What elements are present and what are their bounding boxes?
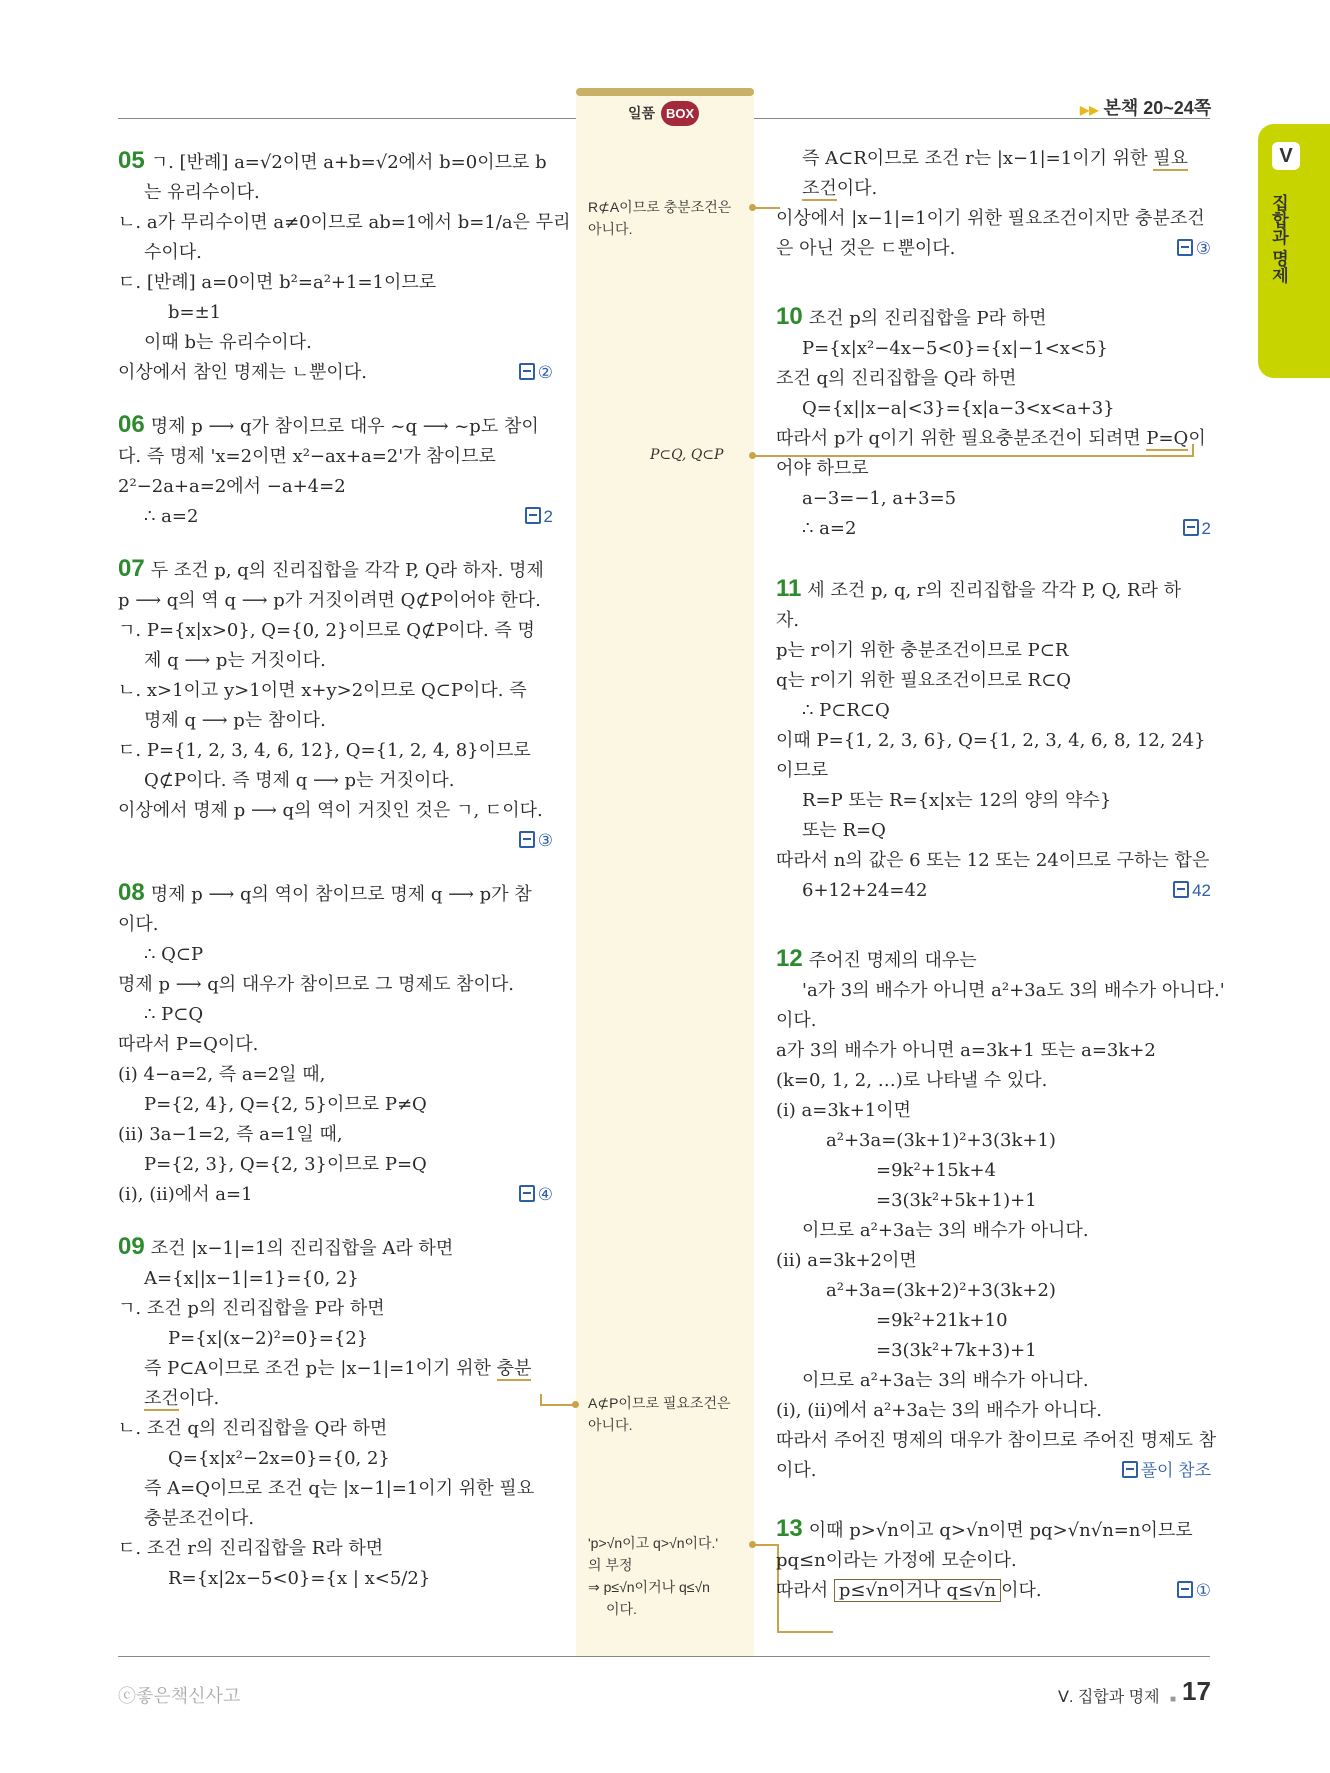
right-column — [776, 144, 1225, 1606]
answer-icon — [1177, 1581, 1193, 1598]
note-connector-line — [540, 1394, 542, 1405]
answer-badge: 2 — [1183, 514, 1211, 544]
answer-badge: ③ — [519, 826, 553, 856]
problem-11: 11 세 조건 p, q, r의 진리집합을 각각 P, Q, R라 하 자. p는 r이기 위한 충분조건이므로 P⊂R q는 r이기 위한 필요조건이므로 R⊂Q ∴ P⊂R⊂Q 이때 P={1, 2, 3, 6}, Q={1, 2, 3, 4, 6, 8, 12, 24} 이므로 R=P 또는 R={x|x는 12의 양의 약수} 또는 R=Q 따라서 n의 값은 6 또는 12 또는 24이므로 구하는 합은 6+12+24=42 42 — [776, 574, 1211, 906]
answer-badge: ③ — [1177, 234, 1211, 264]
problem-number: 13 — [776, 1515, 803, 1542]
left-column — [118, 146, 571, 1594]
highlight-p-equals-q: P=Q — [1146, 428, 1189, 449]
answer-icon — [1122, 1461, 1138, 1478]
problem-number: 06 — [118, 411, 145, 438]
footer-chapter: Ⅴ. 집합과 명제 ■ — [1058, 1689, 1177, 1706]
note-connector-line — [754, 1544, 778, 1546]
problem-10: 10 조건 p의 진리집합을 P라 하면 P={x|x²−4x−5<0}={x|−1<x<5} 조건 q의 진리집합을 Q라 하면 Q={x||x−a|<3}={x|a−3<x<a+3} 따라서 p가 q이기 위한 필요충분조건이 되려면 P=Q이 어야 하므로 a−3=−1, a+3=5 ∴ a=2 2 — [776, 302, 1211, 544]
problem-05: 05 ㄱ. [반례] a=√2이면 a+b=√2에서 b=0이므로 b 는 유리수이다. ㄴ. a가 무리수이면 a≠0이므로 ab=1에서 b=1/a은 무리 수이다. ㄷ. [반례] a=0이면 b²=a²+1=1이므로 b=±1 이때 b는 유리수이다. 이상에서 참인 명제는 ㄴ뿐이다. ② — [118, 146, 553, 388]
highlight-condition: 조건 — [802, 178, 837, 199]
highlight-sufficient: 충분 — [496, 1358, 532, 1379]
answer-icon — [1177, 239, 1193, 256]
box-header-label — [628, 101, 699, 126]
side-tab-numeral: V — [1272, 142, 1300, 170]
footer-rule — [118, 1656, 1210, 1657]
answer-icon — [1173, 881, 1189, 898]
note-connector-line — [777, 1631, 833, 1633]
answer-badge: 42 — [1173, 876, 1211, 906]
problem-number: 09 — [118, 1233, 145, 1260]
problem-number: 10 — [776, 303, 803, 330]
answer-icon — [525, 507, 541, 524]
highlight-condition: 조건 — [144, 1388, 179, 1409]
answer-icon — [1183, 519, 1199, 536]
box-header-bar — [576, 88, 754, 96]
page-number: 17 — [1182, 1676, 1211, 1706]
problem-number: 12 — [776, 945, 803, 972]
answer-badge: ② — [519, 358, 553, 388]
answer-badge: ① — [1177, 1576, 1211, 1606]
problem-08: 08 명제 p ⟶ q의 역이 참이므로 명제 q ⟶ p가 참 이다. ∴ Q⊂P 명제 p ⟶ q의 대우가 참이므로 그 명제도 참이다. ∴ P⊂Q 따라서 P=Q이다. (i) 4−a=2, 즉 a=2일 때, P={2, 4}, Q={2, 5}이므로 P≠Q (ii) 3a−1=2, 즉 a=1일 때, P={2, 3}, Q={2, 3}이므로 P=Q (i), (ii)에서 a=1 ④ — [118, 878, 553, 1210]
problem-13: 13 이때 p>√n이고 q>√n이면 pq>√n√n=n이므로 pq≤n이라는 가정에 모순이다. 따라서 p≤√n이거나 q≤√n 이다. ① — [776, 1514, 1211, 1606]
answer-icon — [519, 831, 535, 848]
problem-12: 12 주어진 명제의 대우는 'a가 3의 배수가 아니면 a²+3a도 3의 배수가 아니다.' 이다. a가 3의 배수가 아니면 a=3k+1 또는 a=3k+2 (k=0, 1, 2, …)로 나타낼 수 있다. (i) a=3k+1이면 a²+3a=(3k+1)²+3(3k+1) =9k²+15k+4 =3(3k²+5k+1)+1 이므로 a²+3a는 3의 배수가 아니다. (ii) a=3k+2이면 a²+3a=(3k+2)²+3(3k+2) =9k²+21k+10 =3(3k²+7k+3)+1 이므로 a²+3a는 3의 배수가 아니다. (i), (ii)에서 a²+3a는 3의 배수가 아니다. 따라서 주어진 명제의 대우가 참이므로 주어진 명제도 참 이다. 풀이 참조 — [776, 944, 1211, 1486]
note-a-not-in-p: A⊄P이므로 필요조건은 아니다. — [588, 1395, 731, 1433]
problem-number: 11 — [776, 575, 802, 602]
answer-icon — [519, 1185, 535, 1202]
box-badge: BOX — [661, 101, 699, 126]
note-p-subset-q: P⊂Q, Q⊂P — [650, 447, 724, 463]
problem-number: 05 — [118, 147, 145, 174]
problem-09-continued: 즉 A⊂R이므로 조건 r는 |x−1|=1이기 위한 필요 조건이다. 이상에서 |x−1|=1이기 위한 필요조건이지만 충분조건 은 아닌 것은 ㄷ뿐이다. ③ — [776, 144, 1211, 264]
answer-icon — [519, 363, 535, 380]
problem-06: 06 명제 p ⟶ q가 참이므로 대우 ~q ⟶ ~p도 참이 다. 즉 명제 'x=2이면 x²−ax+a=2'가 참이므로 2²−2a+a=2에서 −a+4=2 ∴ a=2 2 — [118, 410, 553, 532]
answer-badge: ④ — [519, 1180, 553, 1210]
arrow-icon: ▶▶ — [1080, 103, 1099, 117]
answer-badge: 풀이 참조 — [1122, 1456, 1211, 1486]
side-tab — [1258, 124, 1330, 378]
note-connector-line — [540, 1404, 574, 1406]
boxed-conclusion: p≤√n이거나 q≤√n — [834, 1579, 1001, 1602]
problem-07: 07 두 조건 p, q의 진리집합을 각각 P, Q라 하자. 명제 p ⟶ q의 역 q ⟶ p가 거짓이려면 Q⊄P이어야 한다. ㄱ. P={x|x>0}, Q={0, 2}이므로 Q⊄P이다. 즉 명 제 q ⟶ p는 거짓이다. ㄴ. x>1이고 y>1이면 x+y>2이므로 Q⊂P이다. 즉 명제 q ⟶ p는 참이다. ㄷ. P={1, 2, 3, 4, 6, 12}, Q={1, 2, 4, 8}이므로 Q⊄P이다. 즉 명제 q ⟶ p는 거짓이다. 이상에서 명제 p ⟶ q의 역이 거짓인 것은 ㄱ, ㄷ이다. ③ — [118, 554, 553, 856]
answer-badge: 2 — [525, 502, 553, 532]
problem-number: 07 — [118, 555, 145, 582]
separator-icon: ■ — [1170, 1694, 1177, 1705]
problem-09: 09 조건 |x−1|=1의 진리집합을 A라 하면 A={x||x−1|=1}={0, 2} ㄱ. 조건 p의 진리집합을 P라 하면 P={x|(x−2)²=0}={2} 즉 P⊂A이므로 조건 p는 |x−1|=1이기 위한 충분 조건이다. ㄴ. 조건 q의 진리집합을 Q라 하면 Q={x|x²−2x=0}={0, 2} 즉 A=Q이므로 조건 q는 |x−1|=1이기 위한 필요 충분조건이다. ㄷ. 조건 r의 진리집합을 R라 하면 R={x|2x−5<0}={x | x<5/2} — [118, 1233, 535, 1589]
box-label: 일품 — [628, 105, 656, 121]
highlight-necessary: 필요 — [1153, 148, 1188, 169]
page-reference: ▶▶ 본책 20~24쪽 — [1080, 98, 1212, 118]
note-r-not-in-a: R⊄A이므로 충분조건은 아니다. — [588, 199, 732, 237]
side-tab-title: 집합과 명제 — [1269, 194, 1288, 284]
copyright: ⓒ좋은책신사고 — [118, 1686, 241, 1706]
problem-number: 08 — [118, 879, 145, 906]
note-negation: 'p>√n이고 q>√n이다.' 의 부정 ⇒ p≤√n이거나 q≤√n 이다. — [588, 1535, 719, 1617]
